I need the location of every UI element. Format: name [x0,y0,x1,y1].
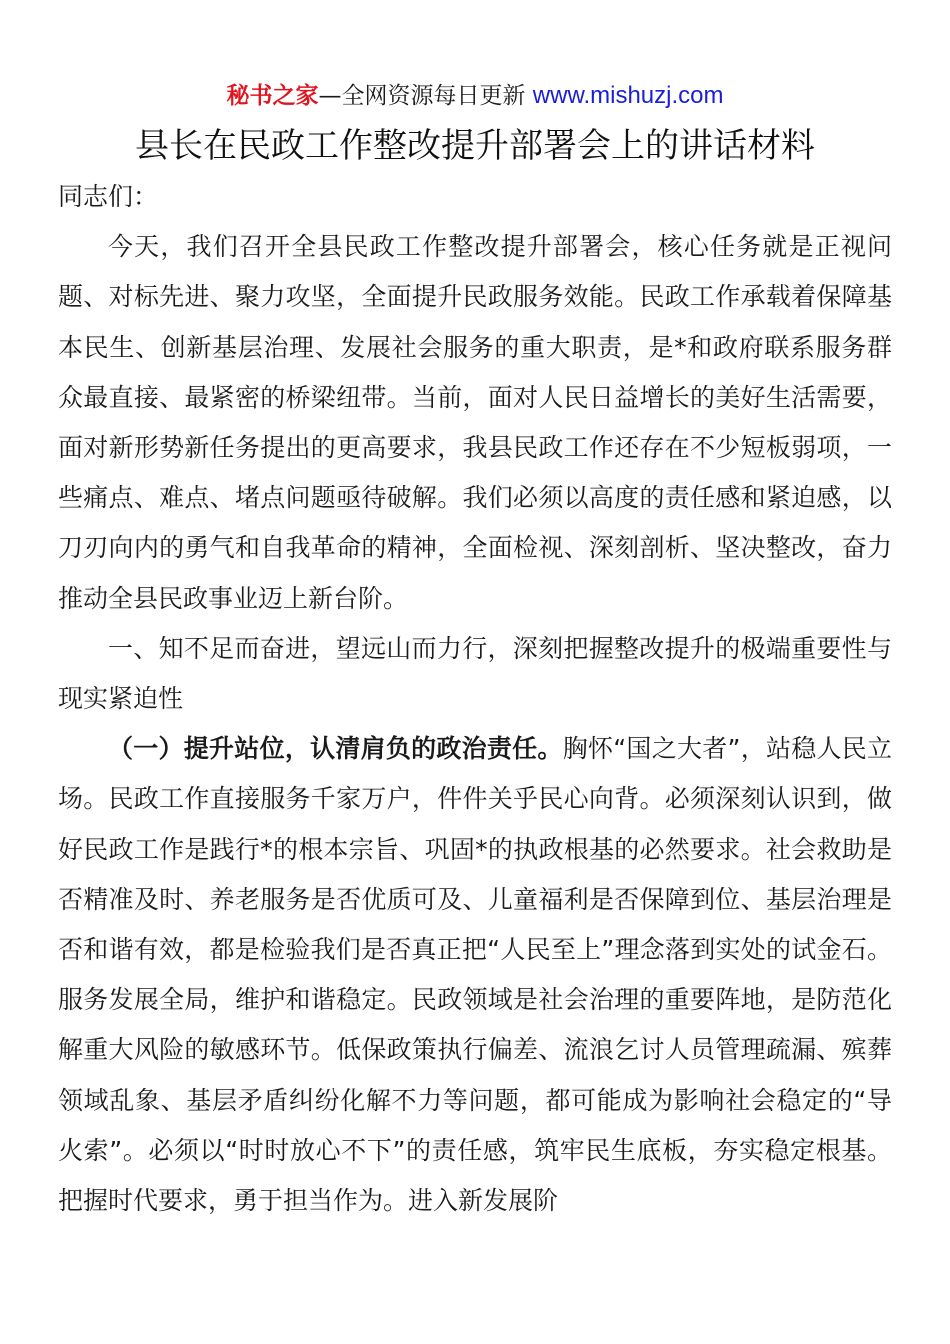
site-brand: 秘书之家 [226,83,319,109]
subsection-paragraph [58,724,892,1226]
section-heading: 一、知不足而奋进，望远山而力行，深刻把握整改提升的极端重要性与现实紧迫性 [58,633,892,714]
intro-paragraph: 今天，我们召开全县民政工作整改提升部署会，核心任务就是正视问题、对标先进、聚力攻坚，全面提升民政服务效能。民政工作承载着保障基本民生、创新基层治理、发展社会服务的重大职责，是*和政府联系服务群众最直接、最紧密的桥梁纽带。当前，面对人民日益增长的美好生活需要，面对新形势新任务提出的更高要求，我县民政工作还存在不少短板弱项，一些痛点、难点、堵点问题亟待破解。我们必须以高度的责任感和紧迫感，以刀刃向内的勇气和自我革命的精神，全面检视、深刻剖析、坚决整改，奋力推动全县民政事业迈上新台阶。 [58,232,892,613]
site-url-link[interactable]: www.mishuzj.com [532,82,724,109]
document-body [58,172,892,1226]
greeting: 同志们： [58,182,159,211]
subsection-text: 胸怀“国之大者”，站稳人民立场。民政工作直接服务千家万户，件件关乎民心向背。必须深刻认识到，做好民政工作是践行*的根本宗旨、巩固*的执政根基的必然要求。社会救助是否精准及时、养老服务是否优质可及、儿童福利是否保障到位、基层治理是否和谐有效，都是检验我们是否真正把“人民至上”理念落到实处的试金石。服务发展全局，维护和谐稳定。民政领域是社会治理的重要阵地，是防范化解重大风险的敏感环节。低保政策执行偏差、流浪乞讨人员管理疏漏、殡葬领域乱象、基层矛盾纠纷化解不力等问题，都可能成为影响社会稳定的“导火索”。必须以“时时放心不下”的责任感，筑牢民生底板，夯实稳定根基。把握时代要求，勇于担当作为。进入新发展阶 [58,734,892,1216]
site-header [0,78,950,114]
document-title: 县长在民政工作整改提升部署会上的讲话材料 [135,126,815,166]
site-tagline: —全网资源每日更新 [318,83,526,109]
subsection-heading: （一）提升站位，认清肩负的政治责任。 [108,734,563,764]
